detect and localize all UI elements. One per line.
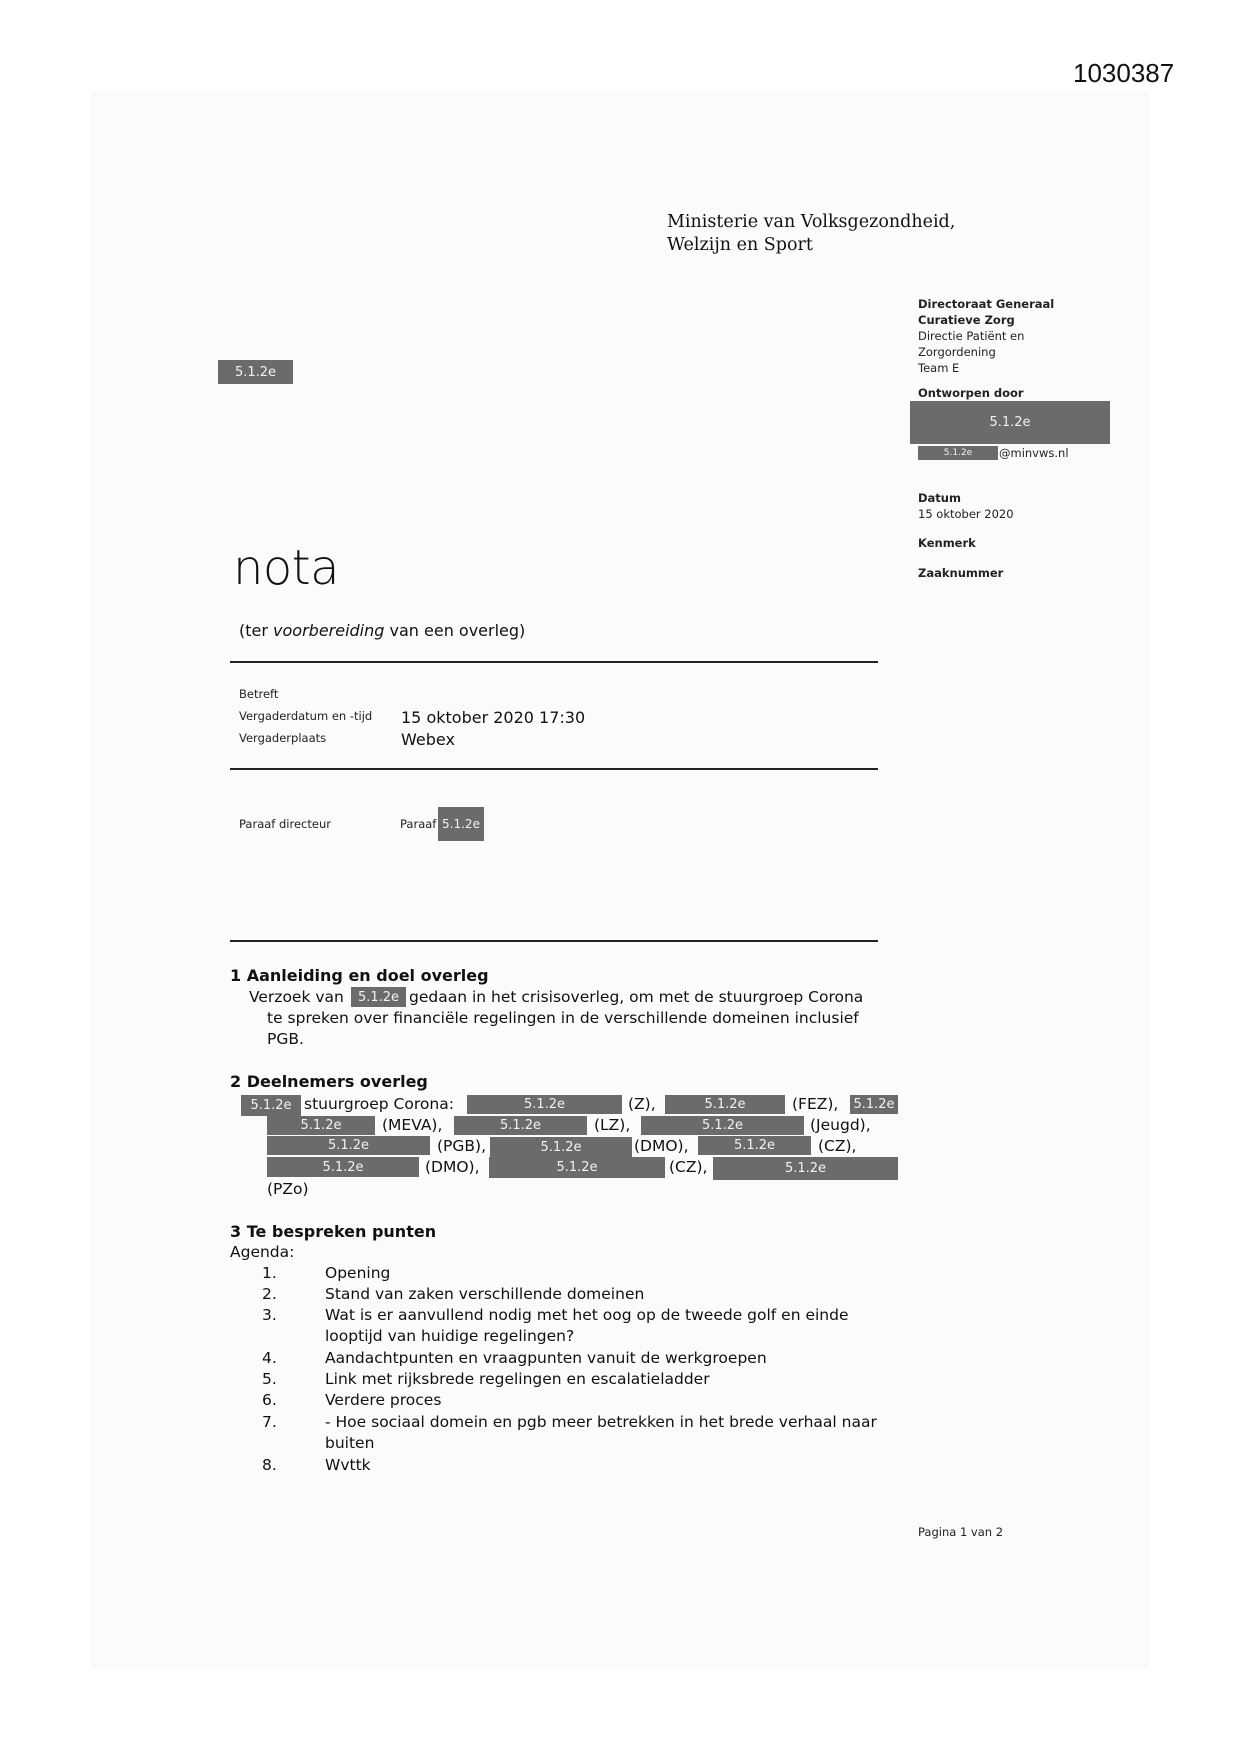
agenda-item-text: Wvttk bbox=[325, 1456, 371, 1474]
document-number: 1030387 bbox=[1073, 58, 1175, 88]
redaction-block: 5.1.2e bbox=[267, 1136, 430, 1155]
participant-tag-lz: (LZ), bbox=[594, 1116, 631, 1134]
section-1-heading: 1 Aanleiding en doel overleg bbox=[230, 966, 489, 985]
agenda-item-text: Wat is er aanvullend nodig met het oog op de tweede golf en einde bbox=[325, 1306, 849, 1324]
ministry-name bbox=[667, 211, 955, 257]
section-1-line-1a: Verzoek van bbox=[249, 988, 344, 1006]
document-title: nota bbox=[233, 540, 340, 596]
designed-by-label: Ontworpen door bbox=[918, 386, 1024, 400]
redaction-block: 5.1.2e bbox=[467, 1095, 622, 1114]
agenda-item-number: 2. bbox=[262, 1285, 277, 1303]
agenda-item-number: 3. bbox=[262, 1306, 277, 1324]
redaction-block: 5.1.2e bbox=[713, 1157, 898, 1180]
document-subtitle bbox=[239, 621, 525, 640]
redaction-block: 5.1.2e bbox=[641, 1116, 804, 1135]
divider bbox=[230, 940, 878, 942]
redaction-block: 5.1.2e bbox=[918, 446, 998, 460]
participant-tag-dmo-2: (DMO), bbox=[425, 1158, 480, 1176]
subtitle-suffix: van een overleg) bbox=[384, 621, 526, 640]
org-line-4: Zorgordening bbox=[918, 345, 996, 359]
paraaf-label: Paraaf bbox=[400, 817, 437, 831]
ministry-line-1: Ministerie van Volksgezondheid, bbox=[667, 212, 956, 232]
kenmerk-label: Kenmerk bbox=[918, 536, 976, 550]
redaction-block: 5.1.2e bbox=[454, 1116, 587, 1135]
participant-tag-dmo-1: (DMO), bbox=[634, 1137, 689, 1155]
redaction-block: 5.1.2e bbox=[910, 401, 1110, 444]
redaction-block: 5.1.2e bbox=[351, 987, 406, 1007]
paraaf-director-label: Paraaf directeur bbox=[239, 817, 331, 831]
date-value: 15 oktober 2020 bbox=[918, 507, 1014, 521]
redaction-block: 5.1.2e bbox=[698, 1136, 811, 1155]
redaction-block: 5.1.2e bbox=[267, 1157, 419, 1177]
org-line-2: Curatieve Zorg bbox=[918, 313, 1015, 327]
agenda-item-text: looptijd van huidige regelingen? bbox=[325, 1327, 575, 1345]
zaaknummer-label: Zaaknummer bbox=[918, 566, 1004, 580]
section-1-line-3: PGB. bbox=[267, 1030, 304, 1048]
participant-tag-cz-2: (CZ), bbox=[669, 1158, 708, 1176]
redaction-block: 5.1.2e bbox=[218, 360, 293, 384]
email-suffix: @minvws.nl bbox=[999, 446, 1069, 460]
participant-tag-meva: (MEVA), bbox=[382, 1116, 443, 1134]
redaction-block: 5.1.2e bbox=[267, 1116, 375, 1135]
participant-tag-jeugd: (Jeugd), bbox=[810, 1116, 871, 1134]
section-1-line-1b: gedaan in het crisisoverleg, om met de stuurgroep Corona bbox=[409, 988, 864, 1006]
agenda-item-text: Stand van zaken verschillende domeinen bbox=[325, 1285, 645, 1303]
redaction-block: 5.1.2e bbox=[490, 1137, 632, 1158]
meeting-place-value: Webex bbox=[401, 730, 455, 749]
section-1-line-2: te spreken over financiële regelingen in de verschillende domeinen inclusief bbox=[267, 1009, 859, 1027]
agenda-item-number: 8. bbox=[262, 1456, 277, 1474]
agenda-item-text: Verdere proces bbox=[325, 1391, 442, 1409]
participant-tag-cz-1: (CZ), bbox=[818, 1137, 857, 1155]
participant-tag-pgb: (PGB), bbox=[437, 1137, 487, 1155]
redaction-block: 5.1.2e bbox=[850, 1095, 898, 1114]
meeting-datetime-value: 15 oktober 2020 17:30 bbox=[401, 708, 586, 727]
org-line-5: Team E bbox=[918, 361, 960, 375]
participant-tag-pzo: (PZo) bbox=[267, 1180, 309, 1198]
agenda-item-text: Opening bbox=[325, 1264, 391, 1282]
redaction-block: 5.1.2e bbox=[438, 807, 484, 841]
divider bbox=[230, 768, 878, 770]
ministry-line-2: Welzijn en Sport bbox=[667, 235, 813, 255]
agenda-item-text: buiten bbox=[325, 1434, 375, 1452]
betreft-label: Betreft bbox=[239, 687, 279, 701]
divider bbox=[230, 661, 878, 663]
agenda-item-number: 4. bbox=[262, 1349, 277, 1367]
agenda-item-number: 5. bbox=[262, 1370, 277, 1388]
section-2-heading: 2 Deelnemers overleg bbox=[230, 1072, 428, 1091]
org-line-3: Directie Patiënt en bbox=[918, 329, 1025, 343]
agenda-item-text: Aandachtpunten en vraagpunten vanuit de werkgroepen bbox=[325, 1349, 767, 1367]
meeting-place-label: Vergaderplaats bbox=[239, 731, 327, 745]
subtitle-prefix: (ter bbox=[239, 621, 274, 640]
section-3-heading: 3 Te bespreken punten bbox=[230, 1222, 437, 1241]
meeting-datetime-label: Vergaderdatum en -tijd bbox=[239, 709, 373, 723]
participant-tag-z: (Z), bbox=[628, 1095, 656, 1113]
date-label: Datum bbox=[918, 491, 961, 505]
page-number: Pagina 1 van 2 bbox=[918, 1525, 1004, 1539]
participant-tag-fez: (FEZ), bbox=[792, 1095, 839, 1113]
redaction-block: 5.1.2e bbox=[489, 1157, 665, 1178]
agenda-item-number: 6. bbox=[262, 1391, 277, 1409]
agenda-item-number: 1. bbox=[262, 1264, 277, 1282]
subtitle-emphasis: voorbereiding bbox=[273, 621, 385, 640]
agenda-item-text: Link met rijksbrede regelingen en escalatieladder bbox=[325, 1370, 710, 1388]
participants-intro: stuurgroep Corona: bbox=[304, 1095, 454, 1113]
agenda-label: Agenda: bbox=[230, 1243, 295, 1261]
org-line-1: Directoraat Generaal bbox=[918, 297, 1055, 311]
agenda-item-text: - Hoe sociaal domein en pgb meer betrekken in het brede verhaal naar bbox=[325, 1413, 877, 1431]
redaction-block: 5.1.2e bbox=[241, 1095, 301, 1116]
sidebar-organisation bbox=[918, 296, 1054, 376]
redaction-block: 5.1.2e bbox=[665, 1095, 785, 1114]
agenda-item-number: 7. bbox=[262, 1413, 277, 1431]
